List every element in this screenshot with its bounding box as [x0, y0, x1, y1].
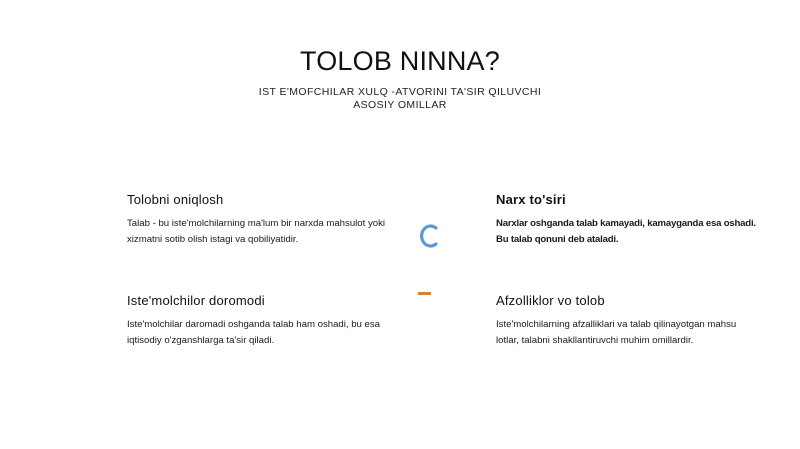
text-block-price-effect: [496, 192, 761, 248]
block-heading: Iste'molchilor doromodi: [127, 293, 265, 308]
accent-dash-icon: [418, 292, 431, 295]
slide-title: TOLOB NINNA?: [300, 46, 500, 76]
text-block-consumer-income: [127, 293, 392, 349]
block-heading: Afzolliklor vo tolob: [496, 293, 605, 308]
block-body: Narxlar oshganda talab kamayadi, kamayganda esa oshadi. Bu talab qonuni deb ataladi.: [496, 218, 756, 245]
block-heading: Tolobni oniqlosh: [127, 192, 224, 207]
text-block-demand-definition: [127, 192, 392, 248]
block-body: Iste'molchilarning afzalliklari va talab qilinayotgan mahsu lotlar, talabni shakllantiruvchi muhim omillardir.: [496, 319, 737, 346]
block-heading: Narx to'siri: [496, 192, 566, 207]
block-body: Iste'molchilar daromadi oshganda talab ham oshadi, bu esa iqtisodiy o'zganshlarga ta'sir qiladi.: [127, 319, 381, 346]
block-body: Talab - bu iste'molchilarning ma'lum bir narxda mahsulot yoki xizmatni sotib olish istagi va qobiliyatidir.: [127, 218, 386, 245]
refresh-cycle-icon: [414, 218, 444, 254]
text-block-preferences: [496, 293, 761, 349]
slide-subtitle: IST E'MOFCHILAR XULQ -ATVORINI TA'SIR QILUVCHI ASOSIY OMILLAR: [258, 86, 542, 111]
